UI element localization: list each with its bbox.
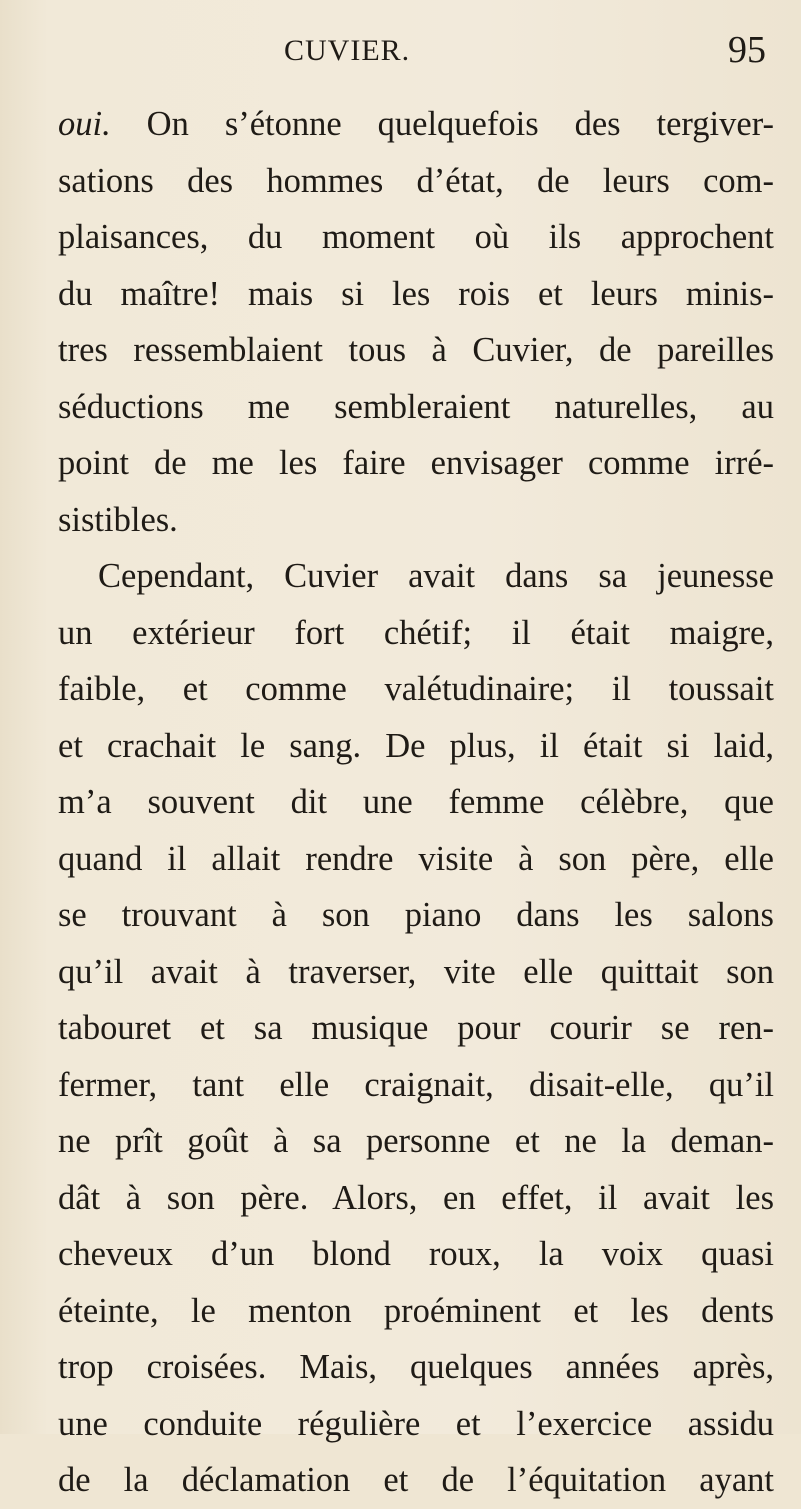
text-line: trop croisées. Mais, quelques années après, [58,1348,774,1386]
text-line: tres ressemblaient tous à Cuvier, de pareilles [58,331,774,369]
text-line: une conduite régulière et l’exercice assidu [58,1404,774,1443]
line-text: On s’étonne quelquefois des tergiver- [110,105,774,143]
text-line: faible, et comme valétudinaire; il toussait [58,670,774,708]
text-line: de la déclamation et de l’équitation ayant [58,1461,774,1499]
body-text [58,96,774,1509]
text-line: éteinte, le menton proéminent et les dents [58,1291,774,1330]
running-head: CUVIER. [284,34,411,67]
text-line: séductions me sembleraient naturelles, au [58,387,774,426]
text-line: sations des hommes d’état, de leurs com- [58,161,774,200]
text-line: cheveux d’un blond roux, la voix quasi [58,1235,774,1273]
text-line: plaisances, du moment où ils approchent [58,218,774,256]
text-line: du maître! mais si les rois et leurs minis- [58,274,774,313]
italic-word: oui. [58,105,111,143]
text-line: dât à son père. Alors, en effet, il avait les [58,1178,774,1217]
text-line: ne prît goût à sa personne et ne la deman- [58,1122,774,1160]
text-line [58,96,774,153]
text-line: m’a souvent dit une femme célèbre, que [58,783,774,821]
paragraph-start-line: Cependant, Cuvier avait dans sa jeunesse [98,557,774,595]
text-line: et crachait le sang. De plus, il était si laid, [58,726,774,765]
text-line: se trouvant à son piano dans les salons [58,896,774,934]
text-line: point de me les faire envisager comme irré- [58,444,774,482]
text-line: qu’il avait à traverser, vite elle quittait son [58,952,774,991]
text-line: fermer, tant elle craignait, disait-elle, qu’il [58,1065,774,1104]
page-header [0,28,801,78]
text-line: sistibles. [58,500,178,539]
page-number: 95 [728,29,766,71]
text-line: un extérieur fort chétif; il était maigre, [58,613,774,652]
text-line: tabouret et sa musique pour courir se ren- [58,1009,774,1047]
text-line: quand il allait rendre visite à son père, elle [58,839,774,878]
